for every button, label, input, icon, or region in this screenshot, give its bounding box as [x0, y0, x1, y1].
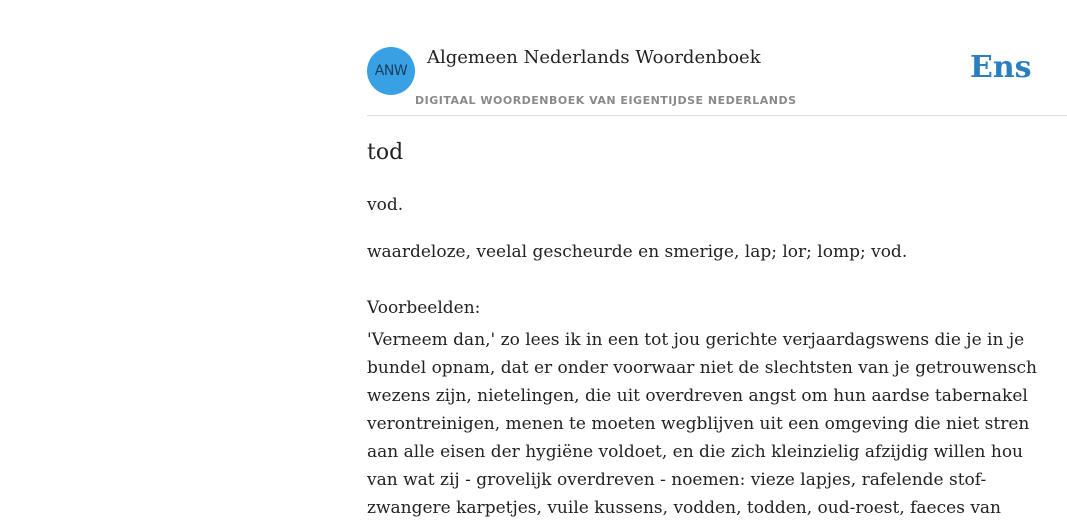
language-link[interactable]: Ens: [970, 50, 1032, 85]
example-line: 'Verneem dan,' zo lees ik in een tot jou gerichte verjaardagswens die je in je: [367, 330, 1025, 350]
site-title[interactable]: Algemeen Nederlands Woordenboek: [427, 47, 761, 68]
site-subtitle: DIGITAAL WOORDENBOEK VAN EIGENTIJDSE NEDERLANDS: [415, 94, 797, 107]
example-line: aan alle eisen der hygiëne voldoet, en die zich kleinzielig afzijdig willen hou: [367, 442, 1024, 462]
site-header: [367, 0, 1067, 116]
example-text: [367, 326, 1037, 522]
example-line: verontreinigen, menen te moeten wegblijven uit een omgeving die niet stren: [367, 414, 1030, 434]
header-divider: [367, 115, 1067, 116]
example-line: van wat zij - grovelijk overdreven - noemen: vieze lapjes, rafelende stof-: [367, 470, 987, 490]
example-line: bundel opnam, dat er onder voorwaar niet de slechtsten van je getrouwensch: [367, 358, 1037, 378]
example-line: wezens zijn, nietelingen, die uit overdreven angst om hun aardse tabernakel: [367, 386, 1028, 406]
example-line: zwangere karpetjes, vuile kussens, vodden, todden, oud-roest, faeces van: [367, 498, 1002, 518]
anw-logo[interactable]: ANW: [367, 47, 415, 95]
long-definition: waardeloze, veelal gescheurde en smerige, lap; lor; lomp; vod.: [367, 242, 908, 262]
dictionary-page: [367, 0, 1067, 518]
headword: tod: [367, 140, 404, 165]
short-definition: vod.: [367, 195, 404, 215]
examples-label: Voorbeelden:: [367, 298, 481, 318]
